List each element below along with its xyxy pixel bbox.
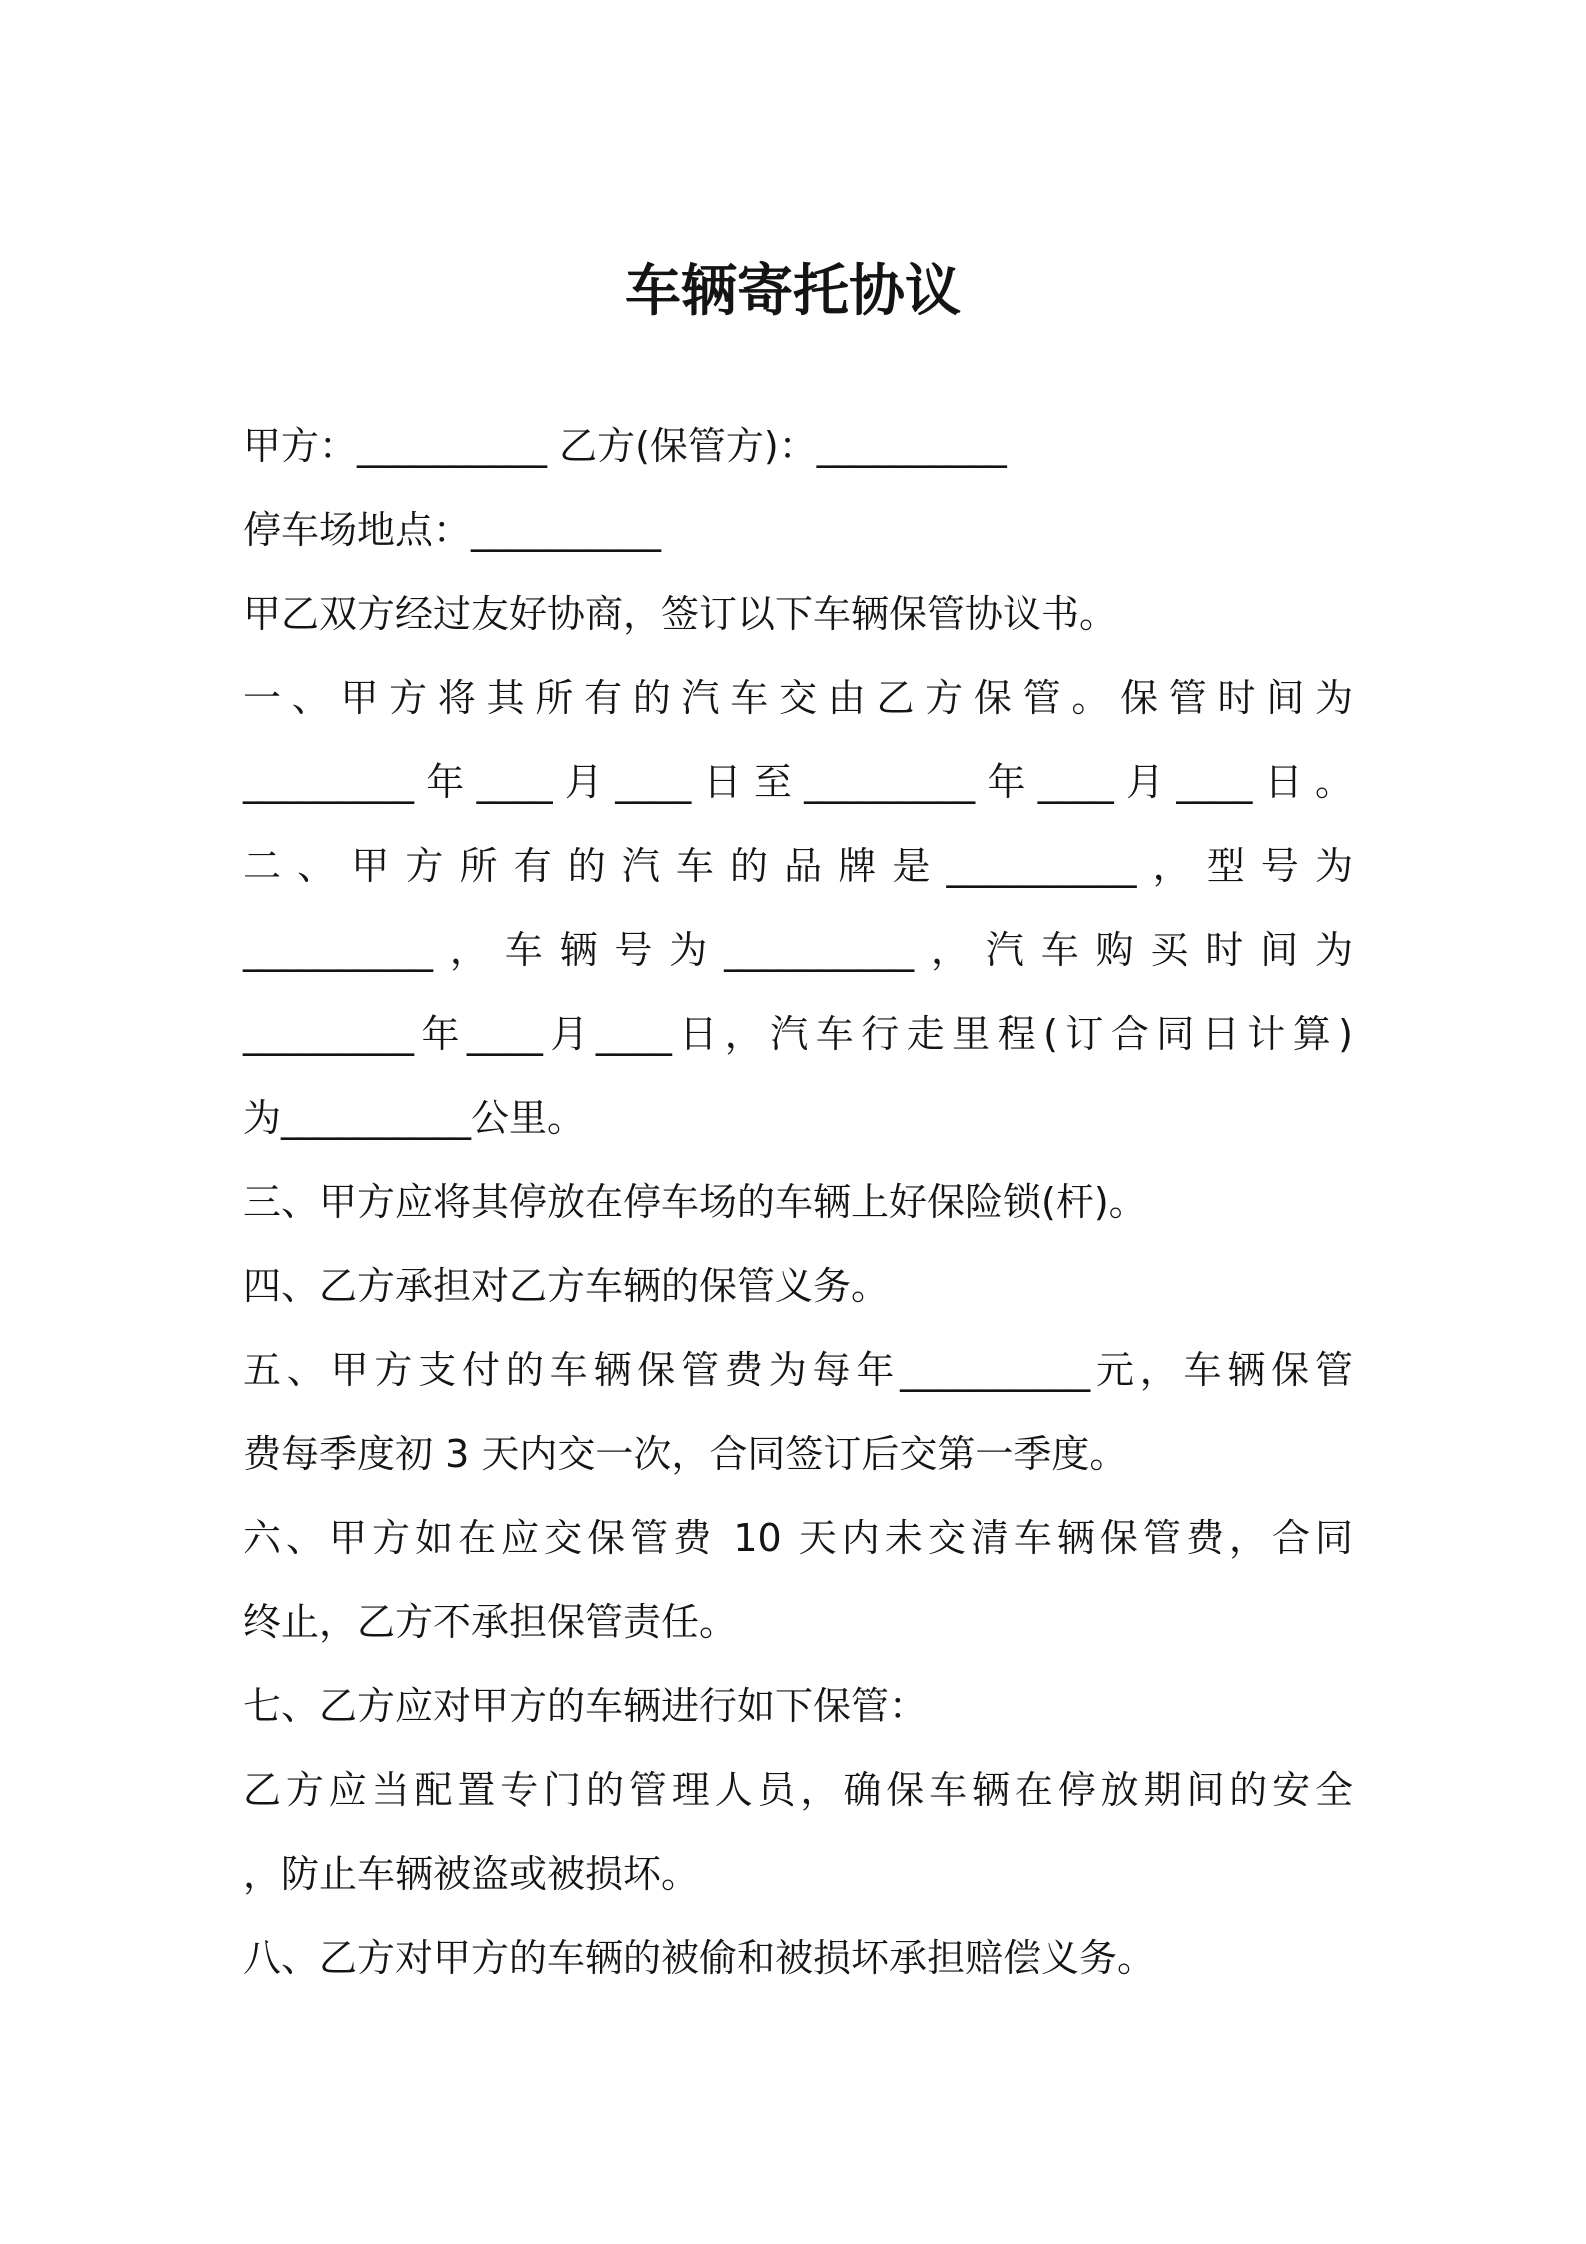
clause-1-line-1: 一、甲方将其所有的汽车交由乙方保管。保管时间为 <box>243 676 1353 720</box>
clause-2-line-3: _________年____月____日，汽车行走里程(订合同日计算) <box>243 1012 1353 1056</box>
party-line: 甲方：__________ 乙方(保管方)：__________ <box>243 424 1007 468</box>
parking-location-line: 停车场地点：__________ <box>243 508 662 552</box>
preamble-line: 甲乙双方经过友好协商，签订以下车辆保管协议书。 <box>243 592 1118 636</box>
clause-2-line-2: __________，车辆号为__________，汽车购买时间为 <box>243 928 1353 972</box>
clause-8-line: 八、乙方对甲方的车辆的被偷和被损坏承担赔偿义务。 <box>243 1936 1156 1980</box>
clause-4-line: 四、乙方承担对乙方车辆的保管义务。 <box>243 1264 890 1308</box>
clause-6-line-1: 六、甲方如在应交保管费 10 天内未交清车辆保管费，合同 <box>243 1516 1353 1560</box>
document-title: 车辆寄托协议 <box>625 259 961 324</box>
clause-3-line: 三、甲方应将其停放在停车场的车辆上好保险锁(杆)。 <box>243 1180 1147 1224</box>
clause-2-line-1: 二、甲方所有的汽车的品牌是__________，型号为 <box>243 844 1353 888</box>
clause-7-line-3: ，防止车辆被盗或被损坏。 <box>243 1852 700 1896</box>
clause-7-line-2: 乙方应当配置专门的管理人员，确保车辆在停放期间的安全 <box>243 1768 1353 1812</box>
clause-7-line-1: 七、乙方应对甲方的车辆进行如下保管： <box>243 1684 928 1728</box>
clause-1-line-2: _________年____月____日至_________年____月____日。 <box>243 760 1353 804</box>
clause-5-line-2: 费每季度初 3 天内交一次，合同签订后交第一季度。 <box>243 1432 1128 1476</box>
clause-5-line-1: 五、甲方支付的车辆保管费为每年__________元，车辆保管 <box>243 1348 1353 1392</box>
clause-2-line-4: 为__________公里。 <box>243 1096 586 1140</box>
clause-6-line-2: 终止，乙方不承担保管责任。 <box>243 1600 738 1644</box>
document-body <box>243 404 1353 2000</box>
